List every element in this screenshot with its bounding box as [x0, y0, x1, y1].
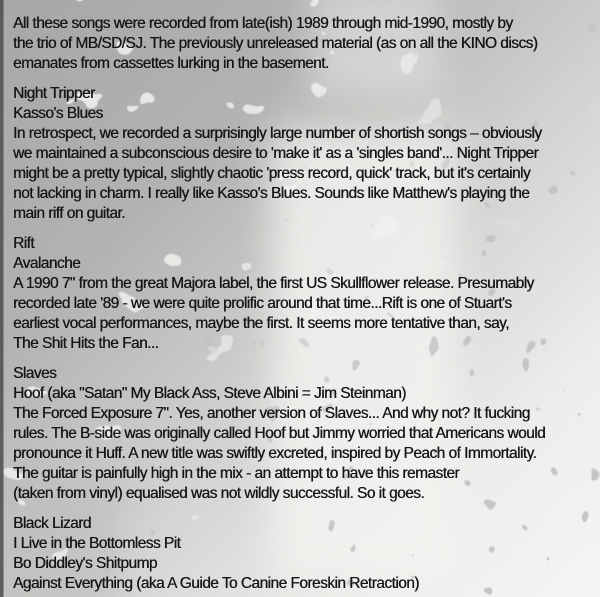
text-line: might be a pretty typical, slightly chaotic 'press record, quick' track, but it's certainly — [13, 165, 531, 182]
text-line: Against Everything (aka A Guide To Canine Foreskin Retraction) — [13, 575, 419, 592]
paragraph — [13, 14, 596, 74]
text-line: Slaves — [13, 365, 57, 382]
paragraph — [13, 234, 596, 354]
text-line: main riff on guitar. — [13, 205, 125, 222]
text-line: In retrospect, we recorded a surprisingly large number of shortish songs – obviously — [13, 125, 542, 142]
text-line: the trio of MB/SD/SJ. The previously unreleased material (as on all the KINO discs) — [13, 35, 538, 52]
text-line: Rift — [13, 235, 35, 252]
text-line: recorded late '89 - we were quite prolific around that time...Rift is one of Stuart's — [13, 295, 512, 312]
text-line: emanates from cassettes lurking in the basement. — [13, 55, 329, 72]
paragraph — [13, 364, 596, 504]
liner-notes — [13, 14, 596, 597]
text-line: earliest vocal performances, maybe the first. It seems more tentative than, say, — [13, 315, 509, 332]
text-line: rules. The B-side was originally called Hoof but Jimmy worried that Americans would — [13, 425, 546, 442]
text-line: The Shit Hits the Fan... — [13, 335, 159, 352]
text-line: Kasso's Blues — [13, 105, 103, 122]
text-line: Avalanche — [13, 255, 81, 272]
text-line: I Live in the Bottomless Pit — [13, 535, 181, 552]
text-line: Night Tripper — [13, 85, 95, 102]
text-line: we maintained a subconscious desire to 'make it' as a 'singles band'... Night Tripper — [13, 145, 539, 162]
text-line: pronounce it Huff. A new title was swiftly excreted, inspired by Peach of Immortality. — [13, 445, 537, 462]
text-line: Black Lizard — [13, 515, 91, 532]
text-line: not lacking in charm. I really like Kasso's Blues. Sounds like Matthew's playing the — [13, 185, 530, 202]
text-line: A 1990 7" from the great Majora label, the first US Skullflower release. Presumably — [13, 275, 534, 292]
text-line: All these songs were recorded from late(ish) 1989 through mid-1990, mostly by — [13, 15, 513, 32]
paragraph — [13, 84, 596, 224]
text-line: (taken from vinyl) equalised was not wildly successful. So it goes. — [13, 485, 425, 502]
text-line: Hoof (aka "Satan" My Black Ass, Steve Albini = Jim Steinman) — [13, 385, 406, 402]
text-line: The Forced Exposure 7". Yes, another version of Slaves... And why not? It fucking — [13, 405, 530, 422]
text-line: The guitar is painfully high in the mix - an attempt to have this remaster — [13, 465, 460, 482]
text-line: Bo Diddley's Shitpump — [13, 555, 157, 572]
paragraph — [13, 514, 596, 594]
